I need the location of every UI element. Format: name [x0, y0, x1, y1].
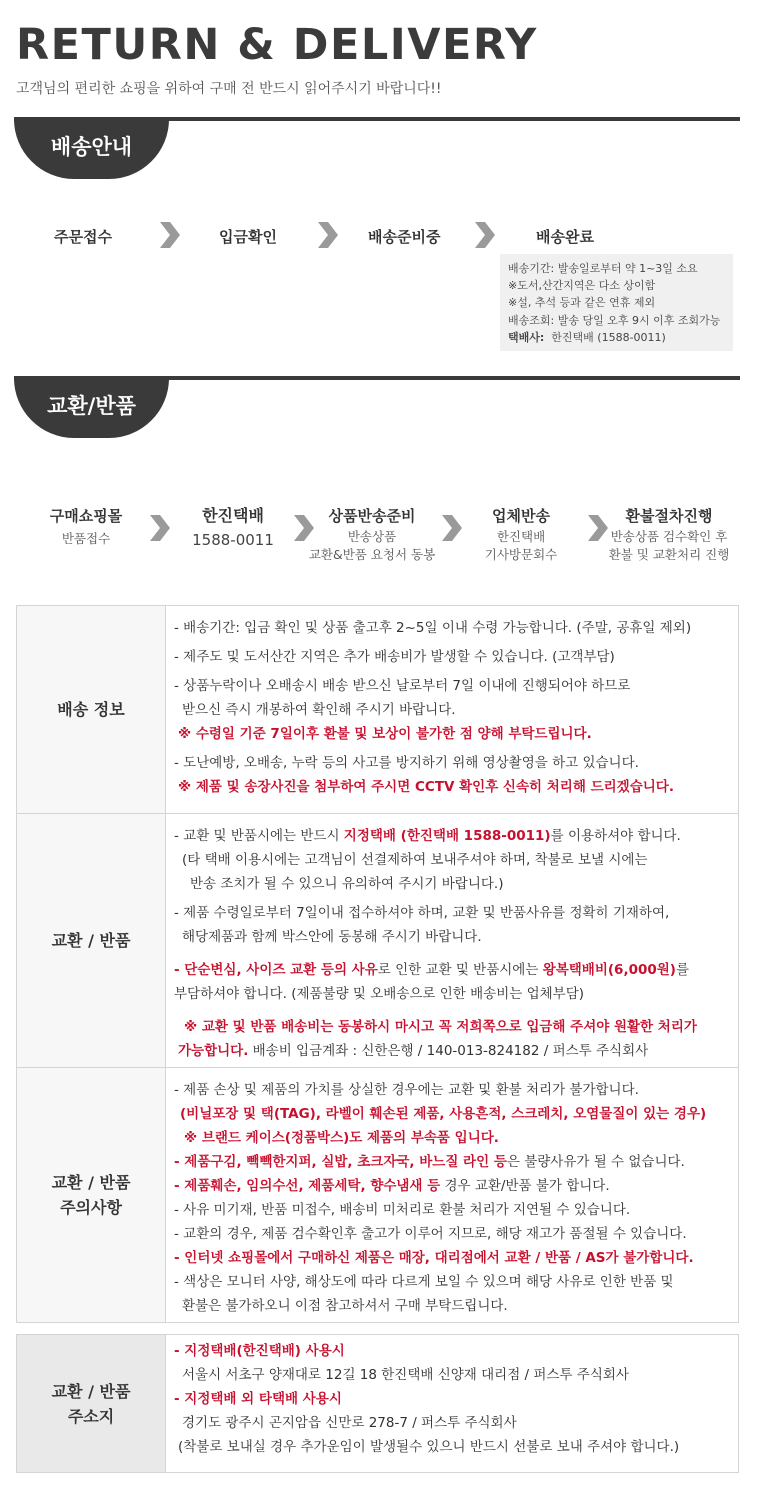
- chevron-right-icon: [440, 515, 462, 541]
- courier-label: 택배사:: [508, 330, 545, 344]
- return-step-refund: 환불절차진행 반송상품 검수확인 후 환불 및 교환처리 진행: [608, 507, 730, 562]
- courier-value: 한진택배 (1588-0011): [551, 330, 666, 344]
- table-row-address: [17, 1335, 739, 1473]
- policy-table: [16, 605, 739, 1323]
- table-row-exchange: [17, 814, 739, 1068]
- return-step-prepare: 상품반송준비 반송상품 교환&반품 요청서 동봉: [308, 507, 436, 562]
- delivery-section-tab: 배송안내: [14, 119, 169, 179]
- page-subtitle: 고객님의 편리한 쇼핑을 위하여 구매 전 반드시 읽어주시기 바랍니다!!: [16, 81, 442, 97]
- delivery-info-line: ※설, 추석 등과 같은 연휴 제외: [508, 296, 656, 310]
- address-label: 교환 / 반품 주소지: [17, 1335, 166, 1473]
- delivery-step-payment: 입금확인: [219, 228, 277, 246]
- delivery-step-preparing: 배송준비중: [368, 228, 441, 246]
- return-step-pickup: 업체반송 한진택배 기사방문회수: [484, 507, 558, 562]
- caution-content: - 제품 손상 및 제품의 가치를 상실한 경우에는 교환 및 환불 처리가 불가합니다. (비닐포장 및 택(TAG), 라벨이 훼손된 제품, 사용흔적, 스크레치, 오염물질이 있는 경우) ※ 브랜드 케이스(정품박스)도 제품의 부속품 입니다. - 제품구김, 빽빽한지퍼, 실밥, 초크자국, 바느질 라인 등은 불량사유가 될 수 없습니다. - 제품훼손, 임의수선, 제품세탁, 향수냄새 등 경우 교환/반품 불가 합니다. - 사유 미기재, 반품 미접수, 배송비 미처리로 환불 처리가 지연될 수 있습니다. - 교환의 경우, 제품 검수확인후 출고가 이루어 지므로, 해당 재고가 품절될 수 있습니다. - 인터넷 쇼핑몰에서 구매하신 제품은 매장, 대리점에서 교환 / 반품 / AS가 불가합니다. - 색상은 모니터 사양, 해상도에 따라 다르게 보일 수 있으며 해당 사유로 인한 반품 및 환불은 불가하오니 이점 참고하셔서 구매 부탁드립니다.: [166, 1068, 739, 1323]
- address-table: [16, 1334, 739, 1473]
- address-content: - 지정택배(한진택배) 사용시 서울시 서초구 양재대로 12길 18 한진택배 신양재 대리점 / 퍼스투 주식회사 - 지정택배 외 타택배 사용시 경기도 광주시 곤지암읍 신만로 278-7 / 퍼스투 주식회사 (착불로 보내실 경우 추가운임이 발생될수 있으니 반드시 선불로 보내 주셔야 합니다.): [166, 1335, 739, 1473]
- return-step-courier: 한진택배 1588-0011: [192, 506, 274, 549]
- exchange-content: - 교환 및 반품시에는 반드시 지정택배 (한진택배 1588-0011)를 이용하셔야 합니다. (타 택배 이용시에는 고객님이 선결제하여 보내주셔야 하며, 착불로 보낼 시에는 반송 조치가 될 수 있으니 유의하여 주시기 바랍니다.) - 제품 수령일로부터 7일이내 접수하셔야 하며, 교환 및 반품사유를 정확히 기재하여, 해당제품과 함께 박스안에 동봉해 주시기 바랍니다. - 단순변심, 사이즈 교환 등의 사유로 인한 교환 및 반품시에는 왕복택배비(6,000원)를 부담하셔야 합니다. (제품불량 및 오배송으로 인한 배송비는 업체부담) ※ 교환 및 반품 배송비는 동봉하시 마시고 꼭 저희쪽으로 입금해 주셔야 원활한 처리가 가능합니다. 배송비 입금계좌 : 신한은행 / 140-013-824182 / 퍼스투 주식회사: [166, 814, 739, 1068]
- shipping-info-label: 배송 정보: [17, 606, 166, 814]
- chevron-right-icon: [316, 222, 338, 248]
- return-section-tab: 교환/반품: [14, 378, 169, 438]
- return-step-shop: 구매쇼핑몰 반품접수: [49, 507, 123, 546]
- page-title: RETURN & DELIVERY: [16, 20, 538, 70]
- delivery-info-box: [500, 254, 733, 351]
- delivery-step-order: 주문접수: [54, 228, 112, 246]
- delivery-info-line: 배송조회: 발송 당일 오후 9시 이후 조회가능: [508, 313, 721, 327]
- exchange-label: 교환 / 반품: [17, 814, 166, 1068]
- chevron-right-icon: [148, 515, 170, 541]
- chevron-right-icon: [158, 222, 180, 248]
- caution-label: 교환 / 반품 주의사항: [17, 1068, 166, 1323]
- shipping-info-content: - 배송기간: 입금 확인 및 상품 출고후 2~5일 이내 수령 가능합니다. (주말, 공휴일 제외) - 제주도 및 도서산간 지역은 추가 배송비가 발생할 수 있습니다. (고객부담) - 상품누락이나 오배송시 배송 받으신 날로부터 7일 이내에 진행되어야 하므로 받으신 즉시 개봉하여 확인해 주시기 바랍니다. ※ 수령일 기준 7일이후 환불 및 보상이 불가한 점 양해 부탁드립니다. - 도난예방, 오배송, 누락 등의 사고를 방지하기 위해 영상촬영을 하고 있습니다. ※ 제품 및 송장사진을 첨부하여 주시면 CCTV 확인후 신속히 처리해 드리겠습니다.: [166, 606, 739, 814]
- delivery-info-line: ※도서,산간지역은 다소 상이함: [508, 279, 656, 293]
- chevron-right-icon: [473, 222, 495, 248]
- table-row-caution: [17, 1068, 739, 1323]
- delivery-info-line: 배송기간: 발송일로부터 약 1~3일 소요: [508, 262, 698, 275]
- delivery-step-complete: 배송완료: [536, 228, 594, 246]
- table-row-shipping: [17, 606, 739, 814]
